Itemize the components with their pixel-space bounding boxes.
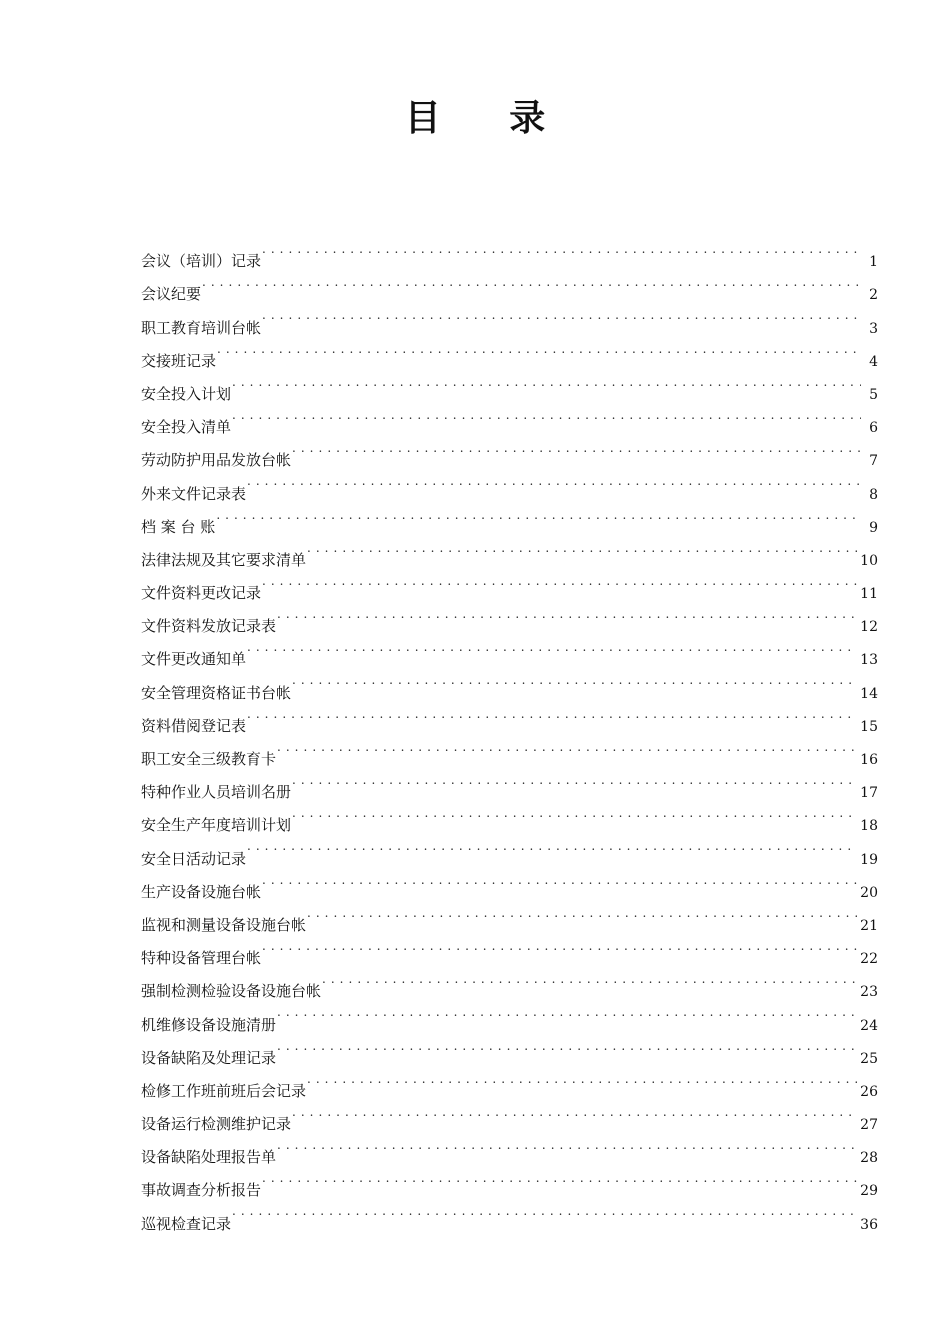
toc-entry-label: 档 案 台 账 [141,517,216,536]
toc-entry-label: 设备运行检测维护记录 [141,1115,292,1134]
toc-entry-label: 安全投入计划 [141,384,232,403]
toc-entry[interactable] [141,266,878,304]
toc-entry-label: 特种作业人员培训名册 [141,783,292,802]
dot-leader [307,1063,857,1096]
page-title: 目 录 [404,98,574,139]
toc-entry[interactable] [141,830,878,868]
dot-leader [292,664,857,697]
dot-leader [262,565,857,598]
toc-entry-page-number: 26 [860,1083,878,1100]
toc-entry-label: 法律法规及其它要求清单 [141,550,307,569]
toc-entry-page-number: 13 [860,652,878,669]
toc-entry-label: 巡视检查记录 [141,1214,232,1233]
dot-leader [217,333,861,366]
toc-entry-label: 安全投入清单 [141,418,232,437]
toc-entry-label: 安全日活动记录 [141,849,247,868]
toc-entry-label: 设备缺陷处理报告单 [141,1148,277,1167]
toc-entry-label: 职工安全三级教育卡 [141,750,277,768]
toc-entry-label: 生产设备设施台帐 [141,882,262,901]
toc-entry-page-number: 12 [860,619,878,636]
dot-leader [247,698,857,731]
toc-entry[interactable] [141,399,878,437]
dot-leader [232,399,861,432]
toc-entry-page-number: 19 [860,851,878,868]
table-of-contents [141,233,878,1233]
dot-leader [307,897,857,930]
toc-entry-label: 检修工作班前班后会记录 [141,1081,307,1100]
dot-leader [247,830,857,863]
toc-entry-label: 机维修设备设施清册 [141,1015,277,1034]
toc-entry-label: 事故调查分析报告 [141,1181,262,1200]
dot-leader [277,1030,857,1063]
toc-entry-page-number: 17 [860,785,878,802]
dot-leader [262,299,861,332]
dot-leader [202,266,861,299]
dot-leader [277,1129,857,1162]
toc-entry-page-number: 8 [869,486,878,503]
toc-entry-label: 监视和测量设备设施台帐 [141,915,307,934]
toc-entry[interactable] [141,333,878,370]
toc-entry-label: 设备缺陷及处理记录 [141,1048,277,1067]
toc-entry-page-number: 2 [869,287,878,304]
toc-entry-page-number: 3 [869,320,878,337]
toc-entry-page-number: 4 [869,353,878,370]
toc-entry-page-number: 21 [860,917,878,934]
dot-leader [216,499,861,532]
dot-leader [247,631,857,664]
dot-leader [262,233,861,266]
toc-entry-page-number: 16 [860,752,878,768]
toc-entry[interactable] [141,731,878,768]
dot-leader [232,1195,857,1228]
toc-entry-page-number: 14 [860,685,878,702]
toc-entry[interactable] [141,1195,878,1233]
toc-entry-label: 职工教育培训台帐 [141,318,262,337]
toc-entry-label: 资料借阅登记表 [141,716,247,735]
toc-entry-label: 会议（培训）记录 [141,252,262,271]
toc-entry-page-number: 11 [860,586,878,603]
toc-entry-label: 交接班记录 [141,351,217,370]
toc-entry-page-number: 25 [860,1050,878,1067]
dot-leader [292,1096,857,1129]
toc-entry-page-number: 18 [860,818,878,835]
toc-entry-page-number: 15 [860,718,878,735]
toc-entry[interactable] [141,631,878,669]
toc-entry[interactable] [141,432,878,470]
toc-entry-page-number: 5 [869,386,878,403]
dot-leader [292,432,861,465]
dot-leader [262,864,857,897]
dot-leader [322,963,857,996]
toc-entry-page-number: 6 [869,420,878,437]
toc-entry-label: 外来文件记录表 [141,484,247,503]
toc-entry-page-number: 10 [860,552,878,569]
toc-entry-label: 会议纪要 [141,285,202,304]
toc-entry[interactable] [141,499,878,536]
toc-entry-label: 劳动防护用品发放台帐 [141,451,292,470]
toc-entry-page-number: 36 [860,1216,878,1233]
toc-entry-page-number: 23 [860,984,878,1001]
dot-leader [262,1162,857,1195]
toc-entry-page-number: 1 [869,254,878,271]
toc-entry-page-number: 27 [860,1117,878,1134]
toc-entry[interactable] [141,664,878,702]
toc-entry-label: 安全管理资格证书台帐 [141,683,292,702]
toc-entry-page-number: 7 [869,453,878,470]
toc-entry[interactable] [141,698,878,735]
dot-leader [307,532,857,565]
toc-entry-label: 文件资料更改记录 [141,584,262,603]
toc-entry-page-number: 9 [869,519,878,536]
toc-entry[interactable] [141,299,878,337]
toc-entry-label: 安全生产年度培训计划 [141,816,292,835]
toc-entry-page-number: 29 [860,1183,878,1200]
toc-entry[interactable] [141,233,878,271]
toc-entry[interactable] [141,864,878,901]
dot-leader [277,598,857,631]
toc-entry-page-number: 20 [860,884,878,901]
toc-entry-label: 文件资料发放记录表 [141,617,277,636]
toc-entry-page-number: 24 [860,1017,878,1034]
dot-leader [292,764,857,797]
dot-leader [232,366,861,399]
dot-leader [277,996,857,1029]
toc-entry-page-number: 22 [860,951,878,968]
dot-leader [247,465,861,498]
dot-leader [277,731,857,764]
toc-entry[interactable] [141,465,878,503]
toc-entry-label: 文件更改通知单 [141,650,247,669]
toc-entry-label: 强制检测检验设备设施台帐 [141,982,322,1001]
toc-entry[interactable] [141,532,878,569]
toc-entry[interactable] [141,366,878,403]
toc-entry-page-number: 28 [860,1150,878,1167]
toc-entry-label: 特种设备管理台帐 [141,949,262,968]
dot-leader [292,797,857,830]
dot-leader [262,930,857,963]
